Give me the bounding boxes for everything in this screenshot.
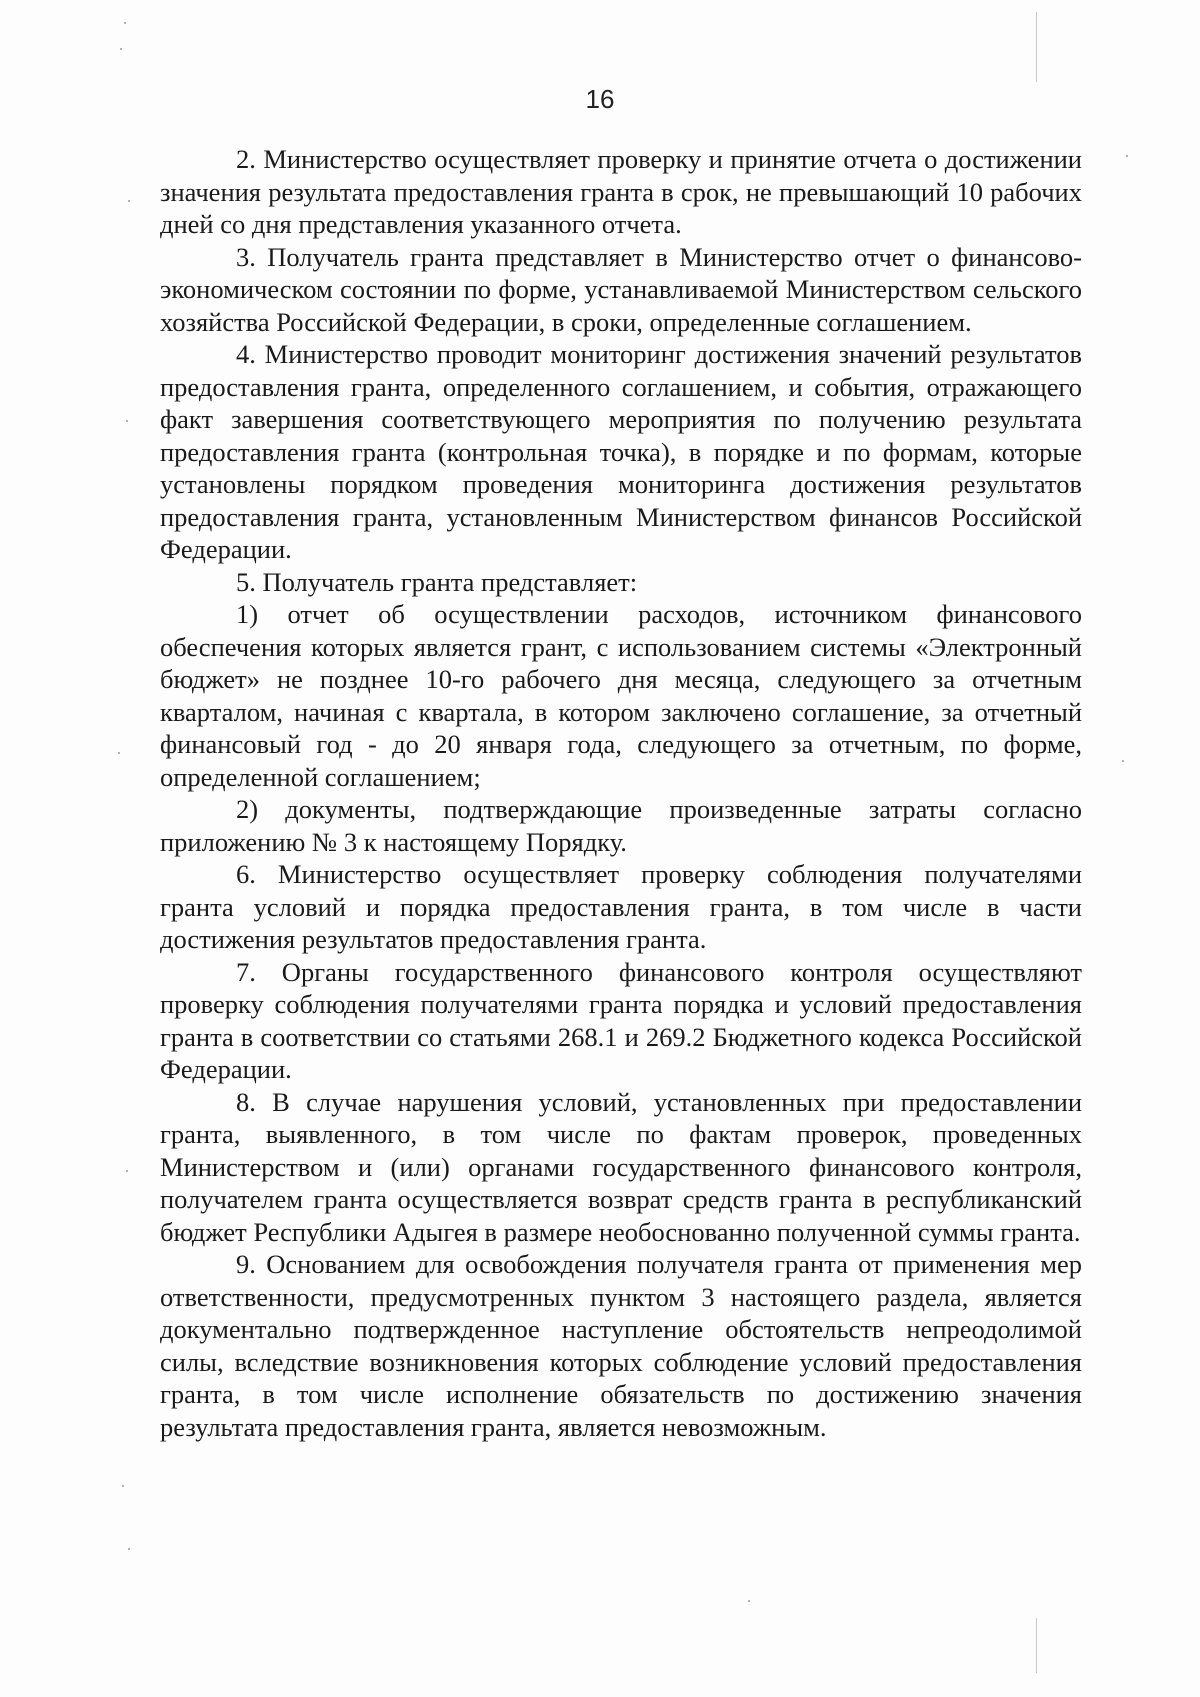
scan-dot bbox=[1126, 155, 1128, 157]
paragraph-5-item-1: 1) отчет об осуществлении расходов, источником финансового обеспечения которых является грант, с использованием системы «Электронный бюджет» не позднее 10-го рабочего дня месяца, следующего за отчетным кварталом, начиная с квартала, в котором заключено соглашение, за отчетный финансовый год - до 20 января года, следующего за отчетным, по форме, определенной соглашением; bbox=[160, 599, 1082, 792]
scan-dot bbox=[126, 1170, 128, 1172]
scan-dot bbox=[122, 1485, 124, 1487]
paragraph-9: 9. Основанием для освобождения получателя гранта от применения мер ответственности, предусмотренных пунктом 3 настоящего раздела, является документально подтвержденное наступление обстоятельств непреодолимой силы, вследствие возникновения которых соблюдение условий предоставления гранта, в том числе исполнение обязательств по достижению значения результата предоставления гранта, является невозможным. bbox=[160, 1249, 1082, 1442]
paragraph-5-item-2: 2) документы, подтверждающие произведенные затраты согласно приложению № 3 к настоящему Порядку. bbox=[160, 794, 1082, 857]
paragraph-2: 2. Министерство осуществляет проверку и принятие отчета о достижении значения результата предоставления гранта в срок, не превышающий 10 рабочих дней со дня представления указанного отчета. bbox=[160, 144, 1082, 239]
scan-dot bbox=[118, 752, 120, 754]
paragraph-5: 5. Получатель гранта представляет: bbox=[236, 566, 638, 597]
scan-edge-line bbox=[1036, 1618, 1037, 1673]
scan-dot bbox=[128, 1548, 130, 1550]
scan-dot bbox=[1122, 760, 1124, 762]
scan-dot bbox=[124, 22, 126, 24]
paragraph-3: 3. Получатель гранта представляет в Министерство отчет о финансово-экономическом состоянии по форме, устанавливаемой Министерством сельского хозяйства Российской Федерации, в сроки, определенные соглашением. bbox=[160, 241, 1082, 337]
scan-dot bbox=[748, 1600, 750, 1602]
document-body bbox=[160, 143, 1082, 1443]
scan-edge-line bbox=[1036, 12, 1037, 82]
paragraph-6: 6. Министерство осуществляет проверку соблюдения получателями гранта условий и порядка предоставления гранта, в том числе в части достижения результатов предоставления гранта. bbox=[160, 859, 1082, 954]
paragraph-4: 4. Министерство проводит мониторинг достижения значений результатов предоставления гранта, определенного соглашением, и события, отражающего факт завершения соответствующего мероприятия по получению результата предоставления гранта (контрольная точка), в порядке и по формам, которые установлены порядком проведения мониторинга достижения результатов предоставления гранта, установленным Министерством финансов Российской Федерации. bbox=[160, 339, 1082, 564]
page-number: 16 bbox=[585, 84, 615, 114]
paragraph-8: 8. В случае нарушения условий, установленных при предоставлении гранта, выявленного, в том числе по фактам проверок, проведенных Министерством и (или) органами государственного финансового контроля, получателем гранта осуществляется возврат средств гранта в республиканский бюджет Республики Адыгея в размере необоснованно полученной суммы гранта. bbox=[160, 1086, 1082, 1247]
paragraph-7: 7. Органы государственного финансового контроля осуществляют проверку соблюдения получателями гранта порядка и условий предоставления гранта в соответствии со статьями 268.1 и 269.2 Бюджетного кодекса Российской Федерации. bbox=[160, 956, 1082, 1084]
scan-dot bbox=[120, 48, 122, 50]
scan-dot bbox=[128, 200, 130, 202]
scan-dot bbox=[126, 420, 128, 422]
